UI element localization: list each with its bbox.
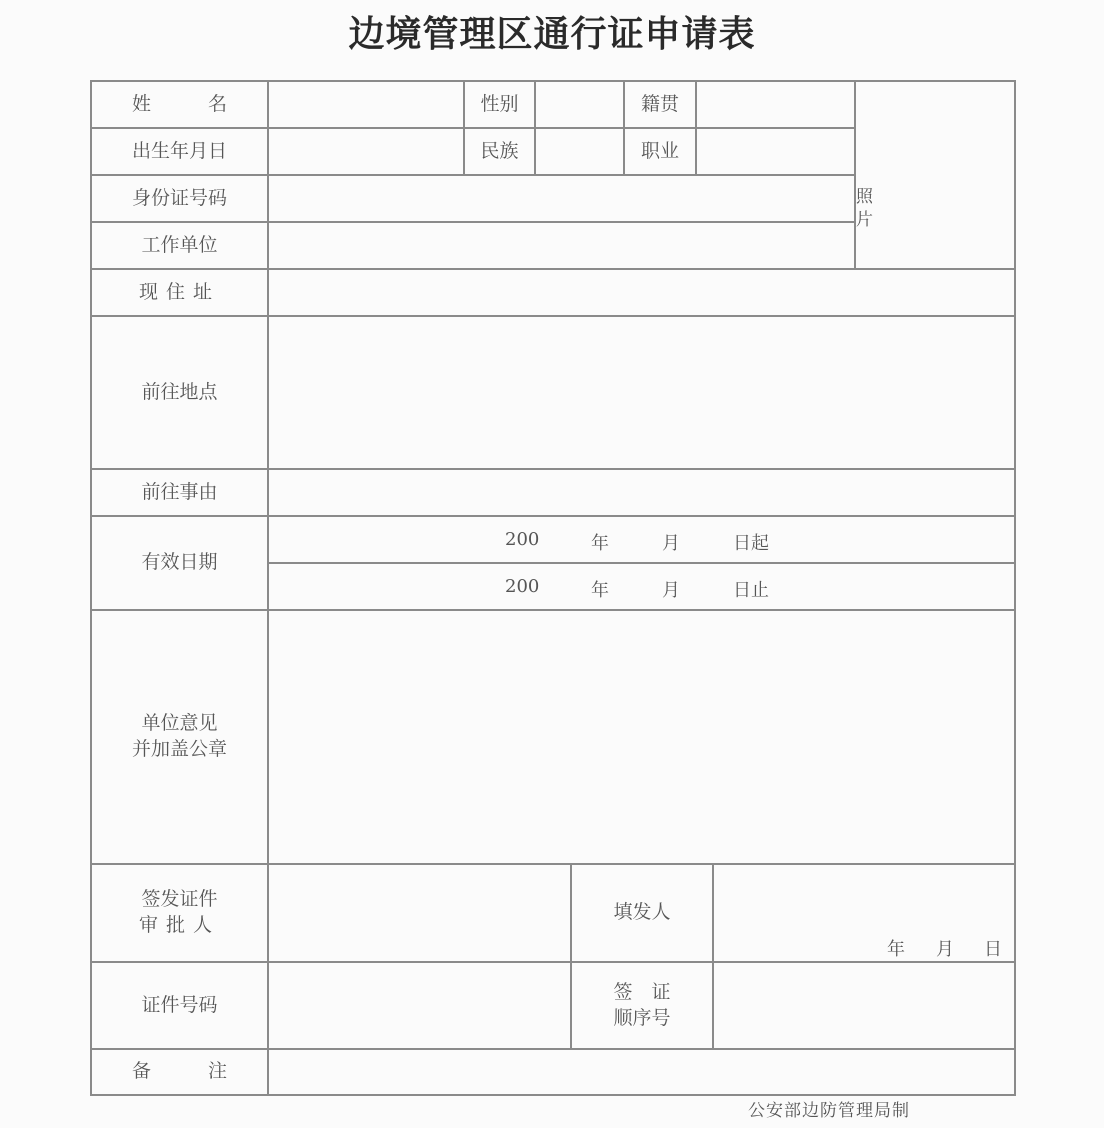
label-issuer: 填发人: [613, 901, 671, 924]
address-field[interactable]: [269, 270, 1014, 315]
birth-date-field[interactable]: [269, 129, 463, 174]
label-unit-opinion-2: 并加盖公章: [131, 738, 227, 760]
issuer-month-label: 月: [936, 939, 954, 960]
end-day-label: 日止: [733, 580, 769, 601]
label-visa-seq-2: 顺序号: [613, 1006, 671, 1029]
id-number-field[interactable]: [269, 176, 854, 221]
label-approver: [92, 865, 267, 961]
label-remarks: [92, 1050, 267, 1094]
label-name: [92, 82, 267, 127]
label-approver-2: 审批人: [138, 914, 220, 936]
label-visa-seq: [572, 963, 712, 1048]
issuer-day-label: 日: [984, 939, 1002, 960]
start-day-label: 日起: [733, 533, 769, 554]
label-work-unit: 工作单位: [141, 233, 218, 256]
label-ethnicity: 民族: [480, 139, 519, 162]
label-birth-date: 出生年月日: [131, 139, 227, 162]
label-visa-seq-1: 签 证: [613, 980, 671, 1003]
label-remarks-1: 备: [132, 1060, 152, 1083]
label-destination: 前往地点: [141, 380, 218, 403]
label-unit-opinion-1: 单位意见: [141, 712, 218, 735]
validity-end-row[interactable]: [269, 564, 1014, 609]
cert-number-field[interactable]: [269, 963, 570, 1048]
label-native-place: 籍贯: [640, 92, 679, 115]
occupation-field[interactable]: [697, 129, 854, 174]
unit-opinion-field[interactable]: [269, 611, 1014, 863]
grid-line: [1014, 80, 1016, 1096]
name-field[interactable]: [269, 82, 463, 127]
label-name-2: 名: [207, 92, 227, 115]
end-month-label: 月: [662, 580, 680, 601]
issuer-field[interactable]: [714, 865, 1014, 961]
destination-field[interactable]: [269, 317, 1014, 468]
label-unit-opinion: [92, 611, 267, 863]
label-occupation: 职业: [640, 139, 679, 162]
ethnicity-field[interactable]: [536, 129, 623, 174]
label-address: 现住址: [138, 280, 220, 303]
label-gender: 性别: [480, 92, 519, 115]
reason-field[interactable]: [269, 470, 1014, 515]
label-id-number: 身份证号码: [131, 186, 227, 209]
photo-label-1: 照: [856, 187, 873, 208]
photo-box[interactable]: [856, 82, 1014, 268]
end-year-prefix: 200: [505, 576, 540, 597]
label-approver-1: 签发证件: [141, 888, 218, 911]
issuing-authority: 公安部边防管理局制: [748, 1101, 910, 1121]
validity-start-row[interactable]: [269, 517, 1014, 562]
start-month-label: 月: [662, 533, 680, 554]
issuer-year-label: 年: [887, 939, 905, 960]
native-place-field[interactable]: [697, 82, 854, 127]
start-year-label: 年: [591, 533, 609, 554]
label-reason: 前往事由: [141, 480, 218, 503]
form-title: 边境管理区通行证申请表: [348, 13, 756, 55]
label-name-1: 姓: [132, 92, 152, 115]
approver-field[interactable]: [269, 865, 570, 961]
work-unit-field[interactable]: [269, 223, 854, 268]
gender-field[interactable]: [536, 82, 623, 127]
end-year-label: 年: [591, 580, 609, 601]
visa-seq-field[interactable]: [714, 963, 1014, 1048]
photo-label-2: 片: [856, 210, 873, 230]
remarks-field[interactable]: [269, 1050, 1014, 1094]
start-year-prefix: 200: [505, 529, 540, 550]
label-validity: 有效日期: [141, 551, 218, 574]
label-cert-number: 证件号码: [141, 993, 218, 1016]
label-remarks-2: 注: [207, 1060, 227, 1083]
